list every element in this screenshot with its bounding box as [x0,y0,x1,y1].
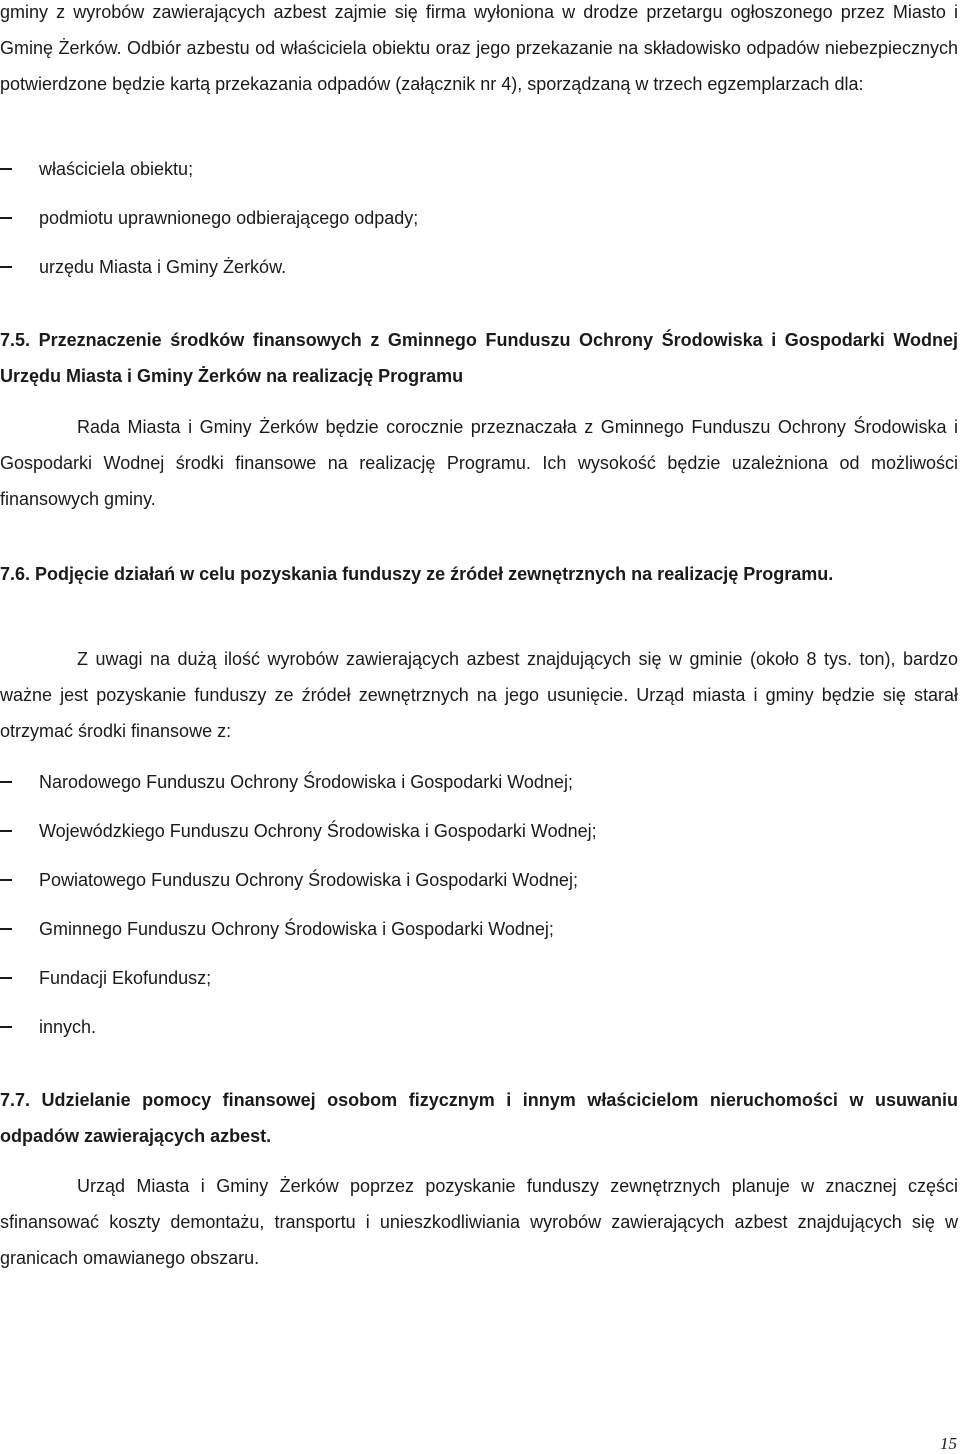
list-item: urzędu Miasta i Gminy Żerków. [0,255,958,279]
list-item: właściciela obiektu; [0,157,958,181]
list-item: Wojewódzkiego Funduszu Ochrony Środowiska i Gospodarki Wodnej; [0,819,958,843]
section-7-5-paragraph: Rada Miasta i Gminy Żerków będzie corocznie przeznaczała z Gminnego Funduszu Ochrony Środowiska i Gospodarki Wodnej środki finansowe na realizację Programu. Ich wysokość będzie uzależniona od możliwości finansowych gminy. [0,417,958,509]
funding-sources-list [0,770,958,1039]
recipient-list [0,157,958,279]
list-item: Powiatowego Funduszu Ochrony Środowiska i Gospodarki Wodnej; [0,868,958,892]
intro-paragraph: gminy z wyrobów zawierających azbest zajmie się firma wyłoniona w drodze przetargu ogłoszonego przez Miasto i Gminę Żerków. Odbiór azbestu od właściciela obiektu oraz jego przekazanie na składowisko odpadów niebezpiecznych potwierdzone będzie kartą przekazania odpadów (załącznik nr 4), sporządzaną w trzech egzemplarzach dla: [0,2,958,94]
dash-bullet-icon [0,928,12,930]
dash-bullet-icon [0,168,12,170]
dash-bullet-icon [0,879,12,881]
section-7-6-heading: 7.6. Podjęcie działań w celu pozyskania funduszy ze źródeł zewnętrznych na realizację Programu. [0,564,834,584]
section-7-7-paragraph: Urząd Miasta i Gminy Żerków poprzez pozyskanie funduszy zewnętrznych planuje w znacznej części sfinansować koszty demontażu, transportu i unieszkodliwiania wyrobów zawierających azbest znajdujących się w granicach omawianego obszaru. [0,1176,958,1268]
dash-bullet-icon [0,830,12,832]
dash-bullet-icon [0,1026,12,1028]
page-number: 15 [940,1434,957,1453]
list-item: innych. [0,1015,958,1039]
section-7-5-heading: 7.5. Przeznaczenie środków finansowych z Gminnego Funduszu Ochrony Środowiska i Gospodarki Wodnej Urzędu Miasta i Gminy Żerków na realizację Programu [0,330,958,386]
list-item: Gminnego Funduszu Ochrony Środowiska i Gospodarki Wodnej; [0,917,958,941]
section-7-7-heading: 7.7. Udzielanie pomocy finansowej osobom fizycznym i innym właścicielom nieruchomości w usuwaniu odpadów zawierających azbest. [0,1090,958,1146]
dash-bullet-icon [0,217,12,219]
list-item: Narodowego Funduszu Ochrony Środowiska i Gospodarki Wodnej; [0,770,958,794]
section-7-6-paragraph: Z uwagi na dużą ilość wyrobów zawierających azbest znajdujących się w gminie (około 8 tys. ton), bardzo ważne jest pozyskanie funduszy ze źródeł zewnętrznych na jego usunięcie. Urząd miasta i gminy będzie się starał otrzymać środki finansowe z: [0,649,958,741]
dash-bullet-icon [0,781,12,783]
dash-bullet-icon [0,266,12,268]
dash-bullet-icon [0,977,12,979]
list-item: Fundacji Ekofundusz; [0,966,958,990]
list-item: podmiotu uprawnionego odbierającego odpady; [0,206,958,230]
